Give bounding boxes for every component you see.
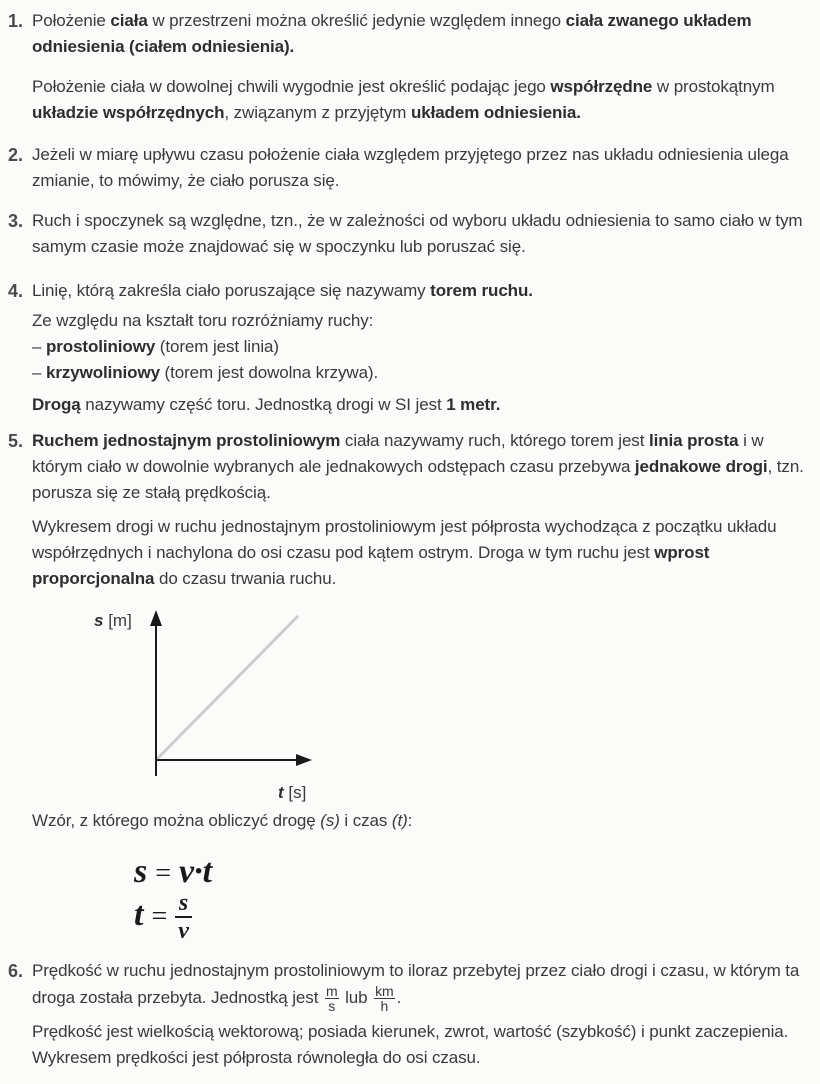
y-axis-label: s [m] <box>94 611 132 630</box>
item-4-paragraph-1: Linię, którą zakreśla ciało poruszające się nazywamy torem ruchu. <box>32 281 533 300</box>
item-number: 1. <box>8 11 24 31</box>
list-item-2 <box>0 142 812 194</box>
item-number: 3. <box>8 211 24 231</box>
x-axis-arrow <box>296 754 312 766</box>
list-item-3 <box>0 208 812 260</box>
list-item-5 <box>0 428 812 592</box>
formula-intro <box>0 808 812 834</box>
item-number: 4. <box>8 281 24 301</box>
item-4-paragraph-5: Drogą nazywamy część toru. Jednostką drogi w SI jest 1 metr. <box>32 395 501 414</box>
item-6-paragraph-2: Prędkość jest wielkością wektorową; posiada kierunek, zwrot, wartość (szybkość) i punkt zaczepienia. Wykresem prędkości jest półprosta równoległa do osi czasu. <box>32 1022 789 1067</box>
list-item-1 <box>0 8 812 126</box>
distance-time-chart <box>100 606 320 806</box>
item-3-paragraph-1: Ruch i spoczynek są względne, tzn., że w zależności od wyboru układu odniesienia to samo ciało w tym samym czasie może znajdować się w spoczynku lub poruszać się. <box>32 211 803 256</box>
item-number: 5. <box>8 431 24 451</box>
item-1-paragraph-2: Położenie ciała w dowolnej chwili wygodnie jest określić podając jego współrzędne w prostokątnym układzie współrzędnych, związanym z przyjętym układem odniesienia. <box>32 77 775 122</box>
y-axis-arrow <box>150 610 162 626</box>
item-5-paragraph-2: Wykresem drogi w ruchu jednostajnym prostoliniowym jest półprosta wychodząca z początku układu współrzędnych i nachylona do osi czasu pod kątem ostrym. Droga w tym ruchu jest wprost proporcjonalna do czasu trwania ruchu. <box>32 517 777 588</box>
list-item-6 <box>0 958 812 1071</box>
unit-fraction: $\frac{km}{h}$ <box>375 983 394 1014</box>
list-item-4 <box>0 278 812 418</box>
item-4-paragraph-2: Ze względu na kształt toru rozróżniamy ruchy: <box>32 311 374 330</box>
item-4-paragraph-4: – krzywoliniowy (torem jest dowolna krzywa). <box>32 363 379 382</box>
item-4-paragraph-3: – prostoliniowy (torem jest linia) <box>32 337 279 356</box>
distance-line <box>156 616 298 760</box>
item-1-paragraph-1: Położenie ciała w przestrzeni można określić jedynie względem innego ciała zwanego układem odniesienia (ciałem odniesienia). <box>32 11 752 56</box>
item-5-paragraph-1: Ruchem jednostajnym prostoliniowym ciała nazywamy ruch, którego torem jest linia prosta i w którym ciało w dowolnie wybranych ale jednakowych odstępach czasu przebywa jednakowe drogi, tzn. porusza się ze stałą prędkością. <box>32 431 804 502</box>
item-number: 6. <box>8 961 24 981</box>
unit-fraction: $\frac{m}{s}$ <box>325 983 338 1014</box>
item-2-paragraph-1: Jeżeli w miarę upływu czasu położenie ciała względem przyjętego przez nas układu odniesienia ulega zmianie, to mówimy, że ciało porusza się. <box>32 145 789 190</box>
item-5-paragraph-3: Wzór, z którego można obliczyć drogę (s) i czas (t): <box>32 811 413 830</box>
x-axis-label: t [s] <box>278 783 307 802</box>
item-number: 2. <box>8 145 24 165</box>
item-6-paragraph-1: Prędkość w ruchu jednostajnym prostoliniowym to iloraz przebytej przez ciało drogi i czasu, w którym ta droga została przebyta. Jednostką jest $\frac{m}{s}$ lub $\frac{km}{h}$ . <box>32 961 800 1014</box>
formula-time: t = $\frac{s}{v}$ <box>134 890 192 944</box>
formula-distance: s = v·t <box>134 853 213 890</box>
